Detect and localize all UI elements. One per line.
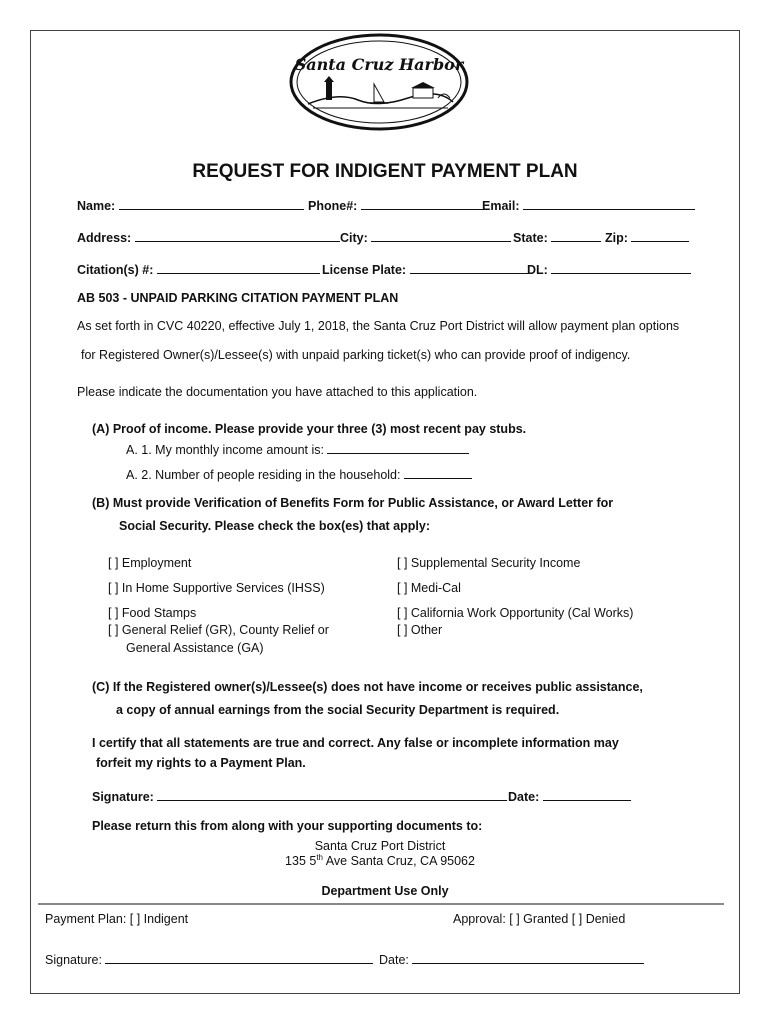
email-blank[interactable] — [523, 197, 695, 210]
logo-text: Santa Cruz Harbor — [294, 55, 464, 74]
section-a-heading: (A) Proof of income. Please provide your three (3) most recent pay stubs. — [92, 422, 527, 436]
footer-date-field[interactable] — [379, 951, 644, 968]
address-org — [0, 838, 770, 854]
household-label: A. 2. Number of people residing in the household: — [126, 468, 401, 482]
checkbox-food-stamps[interactable]: [ ] Food Stamps — [108, 606, 197, 620]
date-field[interactable] — [508, 788, 631, 805]
phone-label: Phone#: — [308, 199, 358, 213]
license-plate-blank[interactable] — [410, 261, 530, 274]
footer-date-blank[interactable] — [412, 951, 644, 964]
income-blank[interactable] — [327, 441, 469, 454]
section-c-line-2: a copy of annual earnings from the social Security Department is required. — [116, 703, 560, 717]
income-label: A. 1. My monthly income amount is: — [126, 443, 324, 457]
section-c-line-1: (C) If the Registered owner(s)/Lessee(s) does not have income or receives public assistance, — [92, 680, 643, 694]
household-blank[interactable] — [404, 466, 472, 479]
address-blank[interactable] — [135, 229, 340, 242]
address-street-num: 135 5 — [285, 854, 317, 868]
citation-label: Citation(s) #: — [77, 263, 154, 277]
address-street-sup: th — [316, 852, 323, 862]
certify-line-1: I certify that all statements are true and correct. Any false or incomplete information may — [92, 736, 619, 750]
name-label: Name: — [77, 199, 116, 213]
signature-label: Signature: — [92, 790, 154, 804]
checkbox-employment[interactable]: [ ] Employment — [108, 556, 192, 570]
email-field[interactable] — [482, 197, 695, 214]
zip-blank[interactable] — [631, 229, 689, 242]
checkbox-general-relief[interactable]: [ ] General Relief (GR), County Relief or — [108, 623, 329, 637]
phone-blank[interactable] — [361, 197, 483, 210]
name-blank[interactable] — [119, 197, 304, 210]
department-use-heading: Department Use Only — [321, 884, 449, 898]
address-street-rest: Ave Santa Cruz, CA 95062 — [323, 854, 475, 868]
footer-signature-label: Signature: — [45, 953, 102, 967]
footer-date-label: Date: — [379, 953, 409, 967]
intro-line-1: As set forth in CVC 40220, effective July 1, 2018, the Santa Cruz Port District will allow payment plan options — [77, 319, 680, 333]
checkbox-medi-cal[interactable]: [ ] Medi-Cal — [397, 581, 461, 595]
return-instructions: Please return this from along with your supporting documents to: — [92, 819, 483, 833]
address-label: Address: — [77, 231, 132, 245]
general-relief-continued: General Assistance (GA) — [126, 641, 264, 655]
city-label: City: — [340, 231, 368, 245]
dl-field[interactable] — [527, 261, 691, 278]
address-field[interactable] — [77, 229, 340, 246]
date-blank[interactable] — [543, 788, 631, 801]
income-field[interactable] — [126, 441, 469, 458]
signature-blank[interactable] — [157, 788, 507, 801]
date-label: Date: — [508, 790, 540, 804]
dl-blank[interactable] — [551, 261, 691, 274]
state-label: State: — [513, 231, 548, 245]
address-org-text: Santa Cruz Port District — [314, 839, 446, 853]
payment-plan-indigent-checkbox[interactable]: Payment Plan: [ ] Indigent — [45, 912, 189, 926]
license-plate-label: License Plate: — [322, 263, 407, 277]
indicate-text: Please indicate the documentation you have attached to this application. — [77, 385, 478, 399]
checkbox-cal-works[interactable]: [ ] California Work Opportunity (Cal Works) — [397, 606, 634, 620]
email-label: Email: — [482, 199, 520, 213]
zip-field[interactable] — [605, 229, 689, 246]
city-blank[interactable] — [371, 229, 511, 242]
section-b-heading-line-2: Social Security. Please check the box(es) that apply: — [119, 519, 430, 533]
dl-label: DL: — [527, 263, 548, 277]
address-street — [0, 853, 770, 869]
intro-line-2: for Registered Owner(s)/Lessee(s) with unpaid parking ticket(s) who can provide proof of indigency. — [81, 348, 631, 362]
department-divider — [38, 903, 724, 905]
footer-signature-blank[interactable] — [105, 951, 373, 964]
state-blank[interactable] — [551, 229, 601, 242]
footer-signature-field[interactable] — [45, 951, 373, 968]
name-field[interactable] — [77, 197, 304, 214]
license-plate-field[interactable] — [322, 261, 530, 278]
ab503-heading: AB 503 - UNPAID PARKING CITATION PAYMENT PLAN — [77, 291, 399, 305]
zip-label: Zip: — [605, 231, 628, 245]
checkbox-other[interactable]: [ ] Other — [397, 623, 443, 637]
checkbox-ssi[interactable]: [ ] Supplemental Security Income — [397, 556, 581, 570]
section-b-heading-line-1: (B) Must provide Verification of Benefits Form for Public Assistance, or Award Letter for — [92, 496, 614, 510]
citation-field[interactable] — [77, 261, 320, 278]
citation-blank[interactable] — [157, 261, 320, 274]
signature-field[interactable] — [92, 788, 507, 805]
certify-line-2: forfeit my rights to a Payment Plan. — [96, 756, 306, 770]
city-field[interactable] — [340, 229, 511, 246]
checkbox-ihss[interactable]: [ ] In Home Supportive Services (IHSS) — [108, 581, 325, 595]
state-field[interactable] — [513, 229, 601, 246]
phone-field[interactable] — [308, 197, 483, 214]
household-field[interactable] — [126, 466, 472, 483]
approval-checkboxes[interactable]: Approval: [ ] Granted [ ] Denied — [453, 912, 626, 926]
santa-cruz-harbor-logo — [288, 32, 470, 132]
page-title: REQUEST FOR INDIGENT PAYMENT PLAN — [192, 161, 578, 182]
